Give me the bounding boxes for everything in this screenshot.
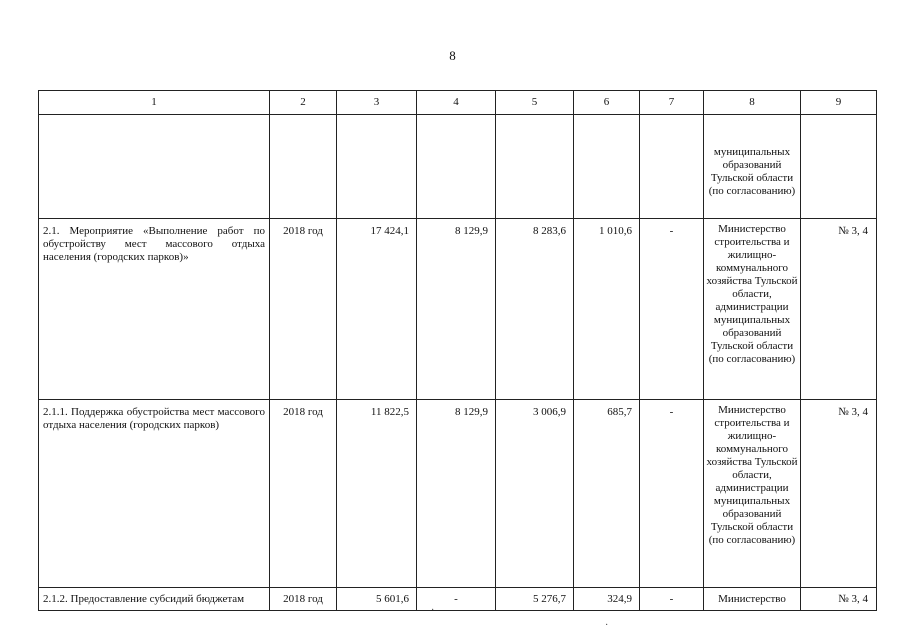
column-header: 3 — [337, 91, 417, 115]
responsible-org-cell: Министерство строительства и жилищно-коммунального хозяйства Тульской области, администрации муниципальных образований Тульской области (по согласованию) — [706, 223, 798, 365]
local-budget-cell: 324,9 — [607, 593, 632, 605]
activity-description: 2.1.2. Предоставление субсидий бюджетам — [43, 593, 245, 605]
indicator-ref-cell: № 3, 4 — [838, 406, 868, 418]
total-cell: 5 601,6 — [376, 593, 409, 605]
regional-budget-cell — [496, 115, 573, 121]
federal-budget-cell: 8 129,9 — [455, 225, 488, 237]
column-header: 2 — [270, 91, 337, 115]
column-header: 9 — [801, 91, 877, 115]
activity-description — [39, 115, 269, 121]
other-sources-cell: - — [669, 593, 674, 605]
program-table — [38, 90, 877, 611]
indicator-ref-cell: № 3, 4 — [838, 225, 868, 237]
local-budget-cell: 685,7 — [607, 406, 632, 418]
local-budget-cell: 1 010,6 — [599, 225, 632, 237]
federal-budget-cell: 8 129,9 — [455, 406, 488, 418]
column-header: 7 — [640, 91, 704, 115]
total-cell — [337, 115, 416, 121]
indicator-ref-cell: № 3, 4 — [838, 593, 868, 605]
year-cell: 2018 год — [283, 593, 323, 605]
activity-description: 2.1. Мероприятие «Выполнение работ по обустройству мест массового отдыха населения (городских парков)» — [43, 225, 265, 263]
federal-budget-cell — [417, 115, 495, 121]
column-header: 8 — [704, 91, 801, 115]
other-sources-cell: - — [669, 406, 674, 418]
column-header: 5 — [496, 91, 574, 115]
other-sources-cell: - — [669, 225, 674, 237]
column-header: 1 — [39, 91, 270, 115]
regional-budget-cell: 8 283,6 — [533, 225, 566, 237]
local-budget-cell — [574, 115, 639, 121]
responsible-org-cell: Министерство строительства и жилищно-коммунального хозяйства Тульской области, администрации муниципальных образований Тульской области (по согласованию) — [706, 404, 798, 546]
table-row — [39, 115, 877, 219]
activity-description: 2.1.1. Поддержка обустройства мест массового отдыха населения (городских парков) — [43, 406, 265, 431]
table-row — [39, 219, 877, 400]
other-sources-cell — [640, 115, 703, 121]
scan-speck: · — [605, 620, 609, 631]
indicator-ref-cell — [801, 115, 876, 121]
federal-budget-cell: - — [454, 593, 458, 605]
year-cell: 2018 год — [283, 225, 323, 237]
column-header: 4 — [417, 91, 496, 115]
table-header-row — [39, 91, 877, 115]
scan-speck: · — [431, 605, 435, 616]
responsible-org-cell: Министерство — [718, 593, 786, 605]
total-cell: 11 822,5 — [370, 406, 409, 418]
year-cell — [270, 115, 336, 121]
page-number: 8 — [449, 48, 456, 63]
regional-budget-cell: 5 276,7 — [533, 593, 566, 605]
total-cell: 17 424,1 — [370, 225, 409, 237]
responsible-org-cell: муниципальных образований Тульской области (по согласованию) — [708, 146, 796, 197]
table-row — [39, 588, 877, 611]
regional-budget-cell: 3 006,9 — [533, 406, 566, 418]
table-row — [39, 400, 877, 588]
column-header: 6 — [574, 91, 640, 115]
year-cell: 2018 год — [283, 406, 323, 418]
